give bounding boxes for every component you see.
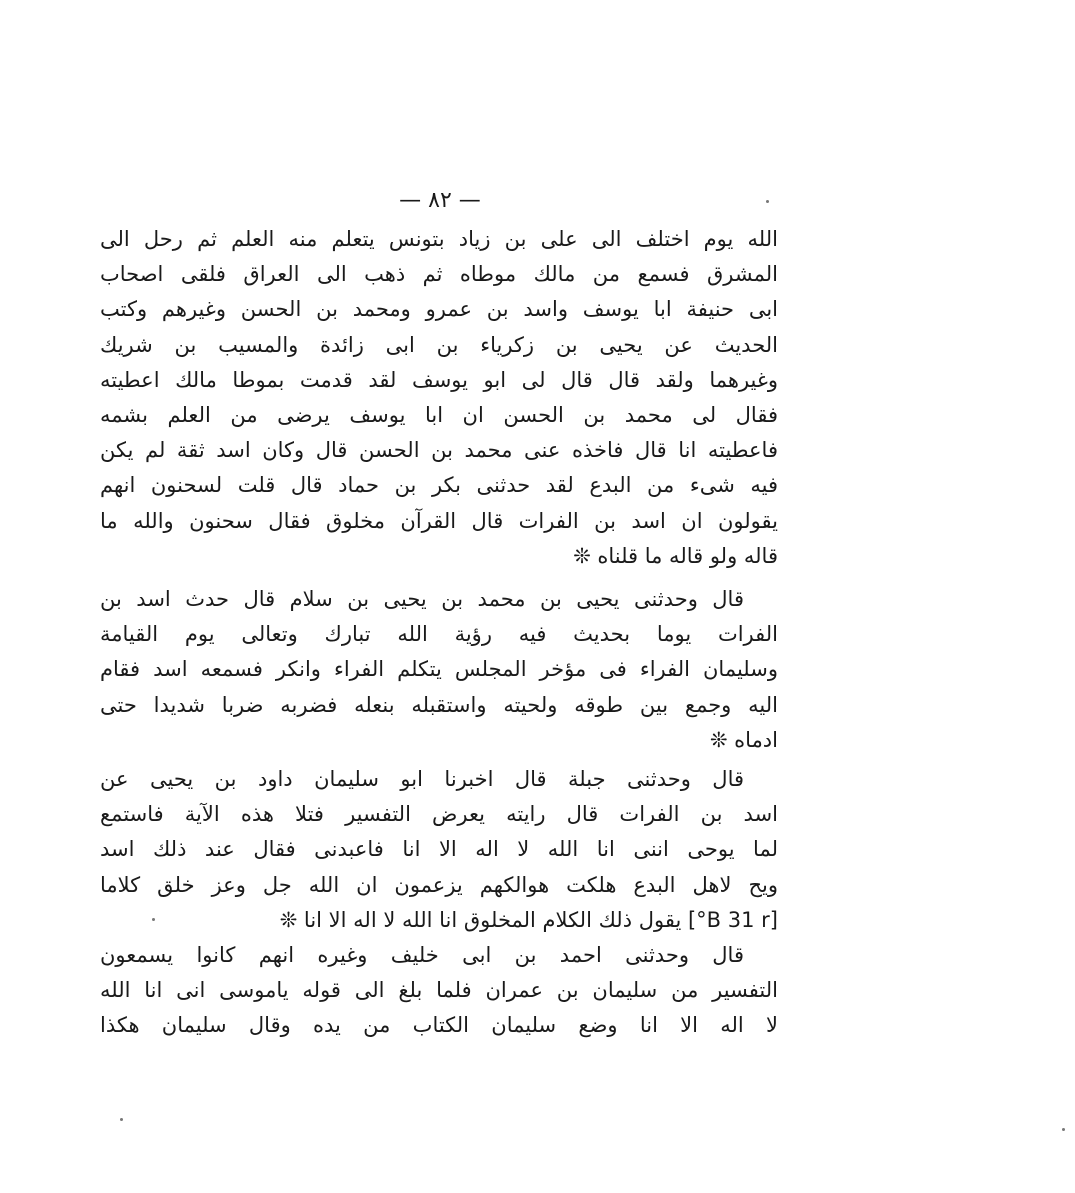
text-line: قال وحدثنى جبلة قال اخبرنا ابو سليمان داود بن يحيى عن <box>100 767 744 791</box>
text-line: يقولون ان اسد بن الفرات قال القرآن مخلوق فقال سحنون والله ما <box>100 508 778 533</box>
paragraph-2 <box>100 582 778 758</box>
scan-speck <box>120 1118 123 1121</box>
text-line: الحديث عن يحيى بن زكرياء بن ابى زائدة والمسيب بن شريك <box>100 332 778 357</box>
text-line: وغيرهما ولقد قال قال لى ابو يوسف لقد قدمت بموطا مالك اعطيته <box>100 367 778 392</box>
text-line: الله يوم اختلف الى على بن زياد بتونس يتعلم منه العلم ثم رحل الى <box>100 227 778 251</box>
text-line: اليه وجمع بين طوقه ولحيته واستقبله بنعله فضربه ضربا شديدا حتى <box>100 692 778 717</box>
text-line: ادماه ❊ <box>709 727 778 752</box>
text-line: فيه شىء من البدع لقد حدثنى بكر بن حماد قال قلت لسحنون انهم <box>100 473 778 498</box>
text-line: التفسير من سليمان بن عمران فلما بلغ الى قوله ياموسى انى انا الله <box>100 978 778 1003</box>
scan-speck <box>1062 1128 1065 1131</box>
page-number: — ٨٢ — <box>399 188 481 213</box>
text-line: لما يوحى اننى انا الله لا اله الا انا فاعبدنى فقال عند ذلك اسد <box>100 837 778 862</box>
paragraph-4 <box>100 938 778 1044</box>
text-line: فاعطيته انا قال فاخذه عنى محمد بن الحسن قال وكان اسد ثقة لم يكن <box>100 438 778 463</box>
text-line: وسليمان الفراء فى مؤخر المجلس يتكلم الفراء وانكر فسمعه اسد فقام <box>100 657 778 682</box>
text-line: قاله ولو قاله ما قلناه ❊ <box>573 543 778 568</box>
text-line: فقال لى محمد بن الحسن ان ابا يوسف يرضى من العلم بشمه <box>100 402 778 427</box>
paragraph-3 <box>100 762 778 938</box>
text-line: الفرات يوما بحديث فيه رؤية الله تبارك وتعالى يوم القيامة <box>100 622 778 647</box>
text-line: قال وحدثنى احمد بن ابى خليف وغيره انهم كانوا يسمعون <box>100 943 744 967</box>
scan-speck <box>766 200 769 203</box>
text-line: المشرق فسمع من مالك موطاه ثم ذهب الى العراق فلقى اصحاب <box>100 262 778 287</box>
paragraph-1 <box>100 222 778 574</box>
text-line: قال وحدثنى يحيى بن محمد بن يحيى بن سلام قال حدث اسد بن <box>100 587 744 611</box>
text-line: ويح لاهل البدع هلكت هوالكهم يزعمون ان الله جل وعز خلق كلاما <box>100 872 778 897</box>
text-line: ابى حنيفة ابا يوسف واسد بن عمرو ومحمد بن الحسن وغيرهم وكتب <box>100 297 778 322</box>
text-line: اسد بن الفرات قال رايته يعرض التفسير فتلا هذه الآية فاستمع <box>100 802 778 827</box>
text-line: لا اله الا انا وضع سليمان الكتاب من يده وقال سليمان هكذا <box>100 1013 778 1038</box>
scan-speck <box>152 918 155 921</box>
text-line: [B 31 r°] يقول ذلك الكلام المخلوق انا الله لا اله الا انا ❊ <box>279 907 778 932</box>
